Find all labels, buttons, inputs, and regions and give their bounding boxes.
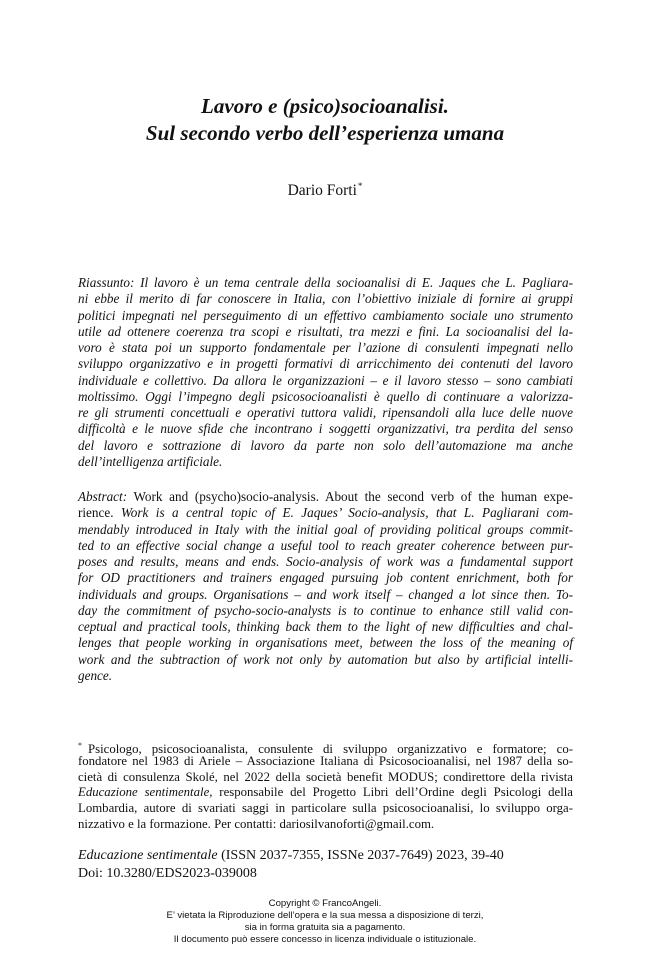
riassunto-line: re gli strumenti concettuali e operativi tuttora validi, ripensandoli alla luce delle nuove bbox=[78, 405, 573, 420]
copyright-line: Il documento può essere concesso in licenza individuale o istituzionale. bbox=[173, 934, 477, 945]
footnote-line bbox=[78, 785, 573, 801]
copyright-line: sia in forma gratuita sia a pagamento. bbox=[244, 922, 406, 933]
author-byline bbox=[0, 181, 650, 200]
copyright-line: E’ vietata la Riproduzione dell’opera e la sua messa a disposizione di terzi, bbox=[166, 910, 484, 921]
abstract-line: day the commitment of psycho-socio-analysts is to continue to enhance still valid con- bbox=[78, 602, 573, 618]
footnote-line: nizzativo e la formazione. Per contatti: dariosilvanoforti@gmail.com. bbox=[78, 816, 435, 831]
abstract-line: individuals and groups. Organisations – and work itself – changed a lot since then. To- bbox=[78, 586, 573, 602]
copyright-notice bbox=[0, 898, 650, 946]
footnote-text: Psicologo, psicosocioanalista, consulente di sviluppo organizzativo e formatore; co- bbox=[88, 742, 573, 756]
journal-issn: (ISSN 2037-7355, ISSNe 2037-7649) 2023, 39-40 bbox=[217, 848, 504, 863]
abstract-line: work and the subtraction of work not only by automation but also by artificial intelli- bbox=[78, 651, 573, 667]
copyright-line: Copyright © FrancoAngeli. bbox=[268, 898, 382, 909]
abstract-title-end: rience. bbox=[78, 505, 121, 521]
riassunto-paragraph bbox=[78, 275, 573, 470]
abstract-line: for OD practitioners and trainers engaged pursuing job content enrichment, both for bbox=[78, 570, 573, 586]
author-footnote-marker: * bbox=[357, 181, 363, 191]
journal-doi: Doi: 10.3280/EDS2023-039008 bbox=[78, 866, 257, 881]
journal-citation bbox=[78, 847, 578, 883]
riassunto-line: difficoltà e le nuove sfide che incontrano i soggetti organizzativi, tra perdita del senso bbox=[78, 421, 573, 437]
riassunto-line: del lavoro e sottrazione di lavoro da parte non solo dell’automazione ma anche bbox=[78, 437, 573, 453]
abstract-line: ceptual and practical tools, thinking back them to the light of new difficulties and chal- bbox=[78, 619, 573, 634]
riassunto-line: Riassunto: Il lavoro è un tema centrale della socioanalisi di E. Jaques che L. Pagliara- bbox=[78, 275, 573, 290]
abstract-title-text: Work and (psycho)socio-analysis. About the second verb of the human expe- bbox=[127, 489, 573, 504]
author-footnote bbox=[78, 738, 573, 833]
journal-issn-line bbox=[78, 847, 578, 865]
riassunto-line: ni ebbe il merito di far conoscere in Italia, con l’obiettivo iniziale di fornire ai gruppi bbox=[78, 291, 573, 307]
abstract-line bbox=[78, 489, 573, 505]
abstract-line bbox=[78, 505, 573, 521]
riassunto-line: voro è stata poi un supporto fondamentale per l’azione di consulenti impegnati nello bbox=[78, 340, 573, 355]
riassunto-line: sviluppo organizzativo e in progetti formativi di arricchimento dei contenuti del lavoro bbox=[78, 356, 573, 372]
abstract-body-start: Work is a central topic of E. Jaques’ Socio-analysis, that L. Pagliarani com- bbox=[120, 505, 573, 521]
footnote-text: , responsabile del Progetto Libri dell’Ordine degli Psicologi della bbox=[209, 785, 573, 800]
footnote-line: fondatore nel 1983 di Ariele – Associazione Italiana di Psicosocioanalisi, nel 1987 della so- bbox=[78, 753, 573, 768]
article-title-line-1: Lavoro e (psico)socioanalisi. bbox=[201, 94, 449, 118]
author-name: Dario Forti bbox=[287, 182, 357, 199]
riassunto-line: utile ad ottenere coerenza tra scopi e risultati, tra mezzi e fini. La socioanalisi del la- bbox=[78, 323, 573, 339]
riassunto-line: individuale e collettivo. Da allora le organizzazioni – e il lavoro stesso – sono cambiati bbox=[78, 372, 573, 388]
riassunto-line: politici impegnati nel perseguimento di un effettivo cambiamento sociale uno strumento bbox=[78, 307, 573, 323]
abstract-label: Abstract: bbox=[78, 489, 128, 504]
abstract-line: lenges that people working in organisations meet, between the loss of the meaning of bbox=[78, 635, 573, 651]
riassunto-line: dell’intelligenza artificiale. bbox=[78, 453, 223, 469]
footnote-marker: * bbox=[78, 741, 82, 750]
abstract-line: gence. bbox=[78, 667, 113, 683]
abstract-line: mendably introduced in Italy with the initial goal of providing political groups commit- bbox=[78, 521, 573, 537]
journal-name: Educazione sentimentale bbox=[78, 848, 218, 863]
footnote-line: Lombardia, autore di svariati saggi in particolare sulla psicosocioanalisi, lo sviluppo orga- bbox=[78, 801, 573, 816]
journal-name-in-footnote: Educazione sentimentale bbox=[78, 785, 210, 800]
footnote-line: cietà di consulenza Skolé, nel 2022 della società benefit MODUS; condirettore della rivista bbox=[78, 769, 573, 784]
abstract-line: poses and results, means and ends. Socio-analysis of work was a fundamental support bbox=[78, 554, 573, 569]
abstract-paragraph bbox=[78, 489, 573, 684]
article-title-line-2: Sul secondo verbo dell’esperienza umana bbox=[145, 121, 505, 145]
riassunto-line: moltissimo. Oggi l’impegno degli psicosocioanalisti è quello di continuare a valorizza- bbox=[78, 388, 573, 404]
abstract-line: ted to an effective social change a useful tool to reach greater coherence between pur- bbox=[78, 537, 573, 553]
footnote-line bbox=[78, 738, 573, 754]
